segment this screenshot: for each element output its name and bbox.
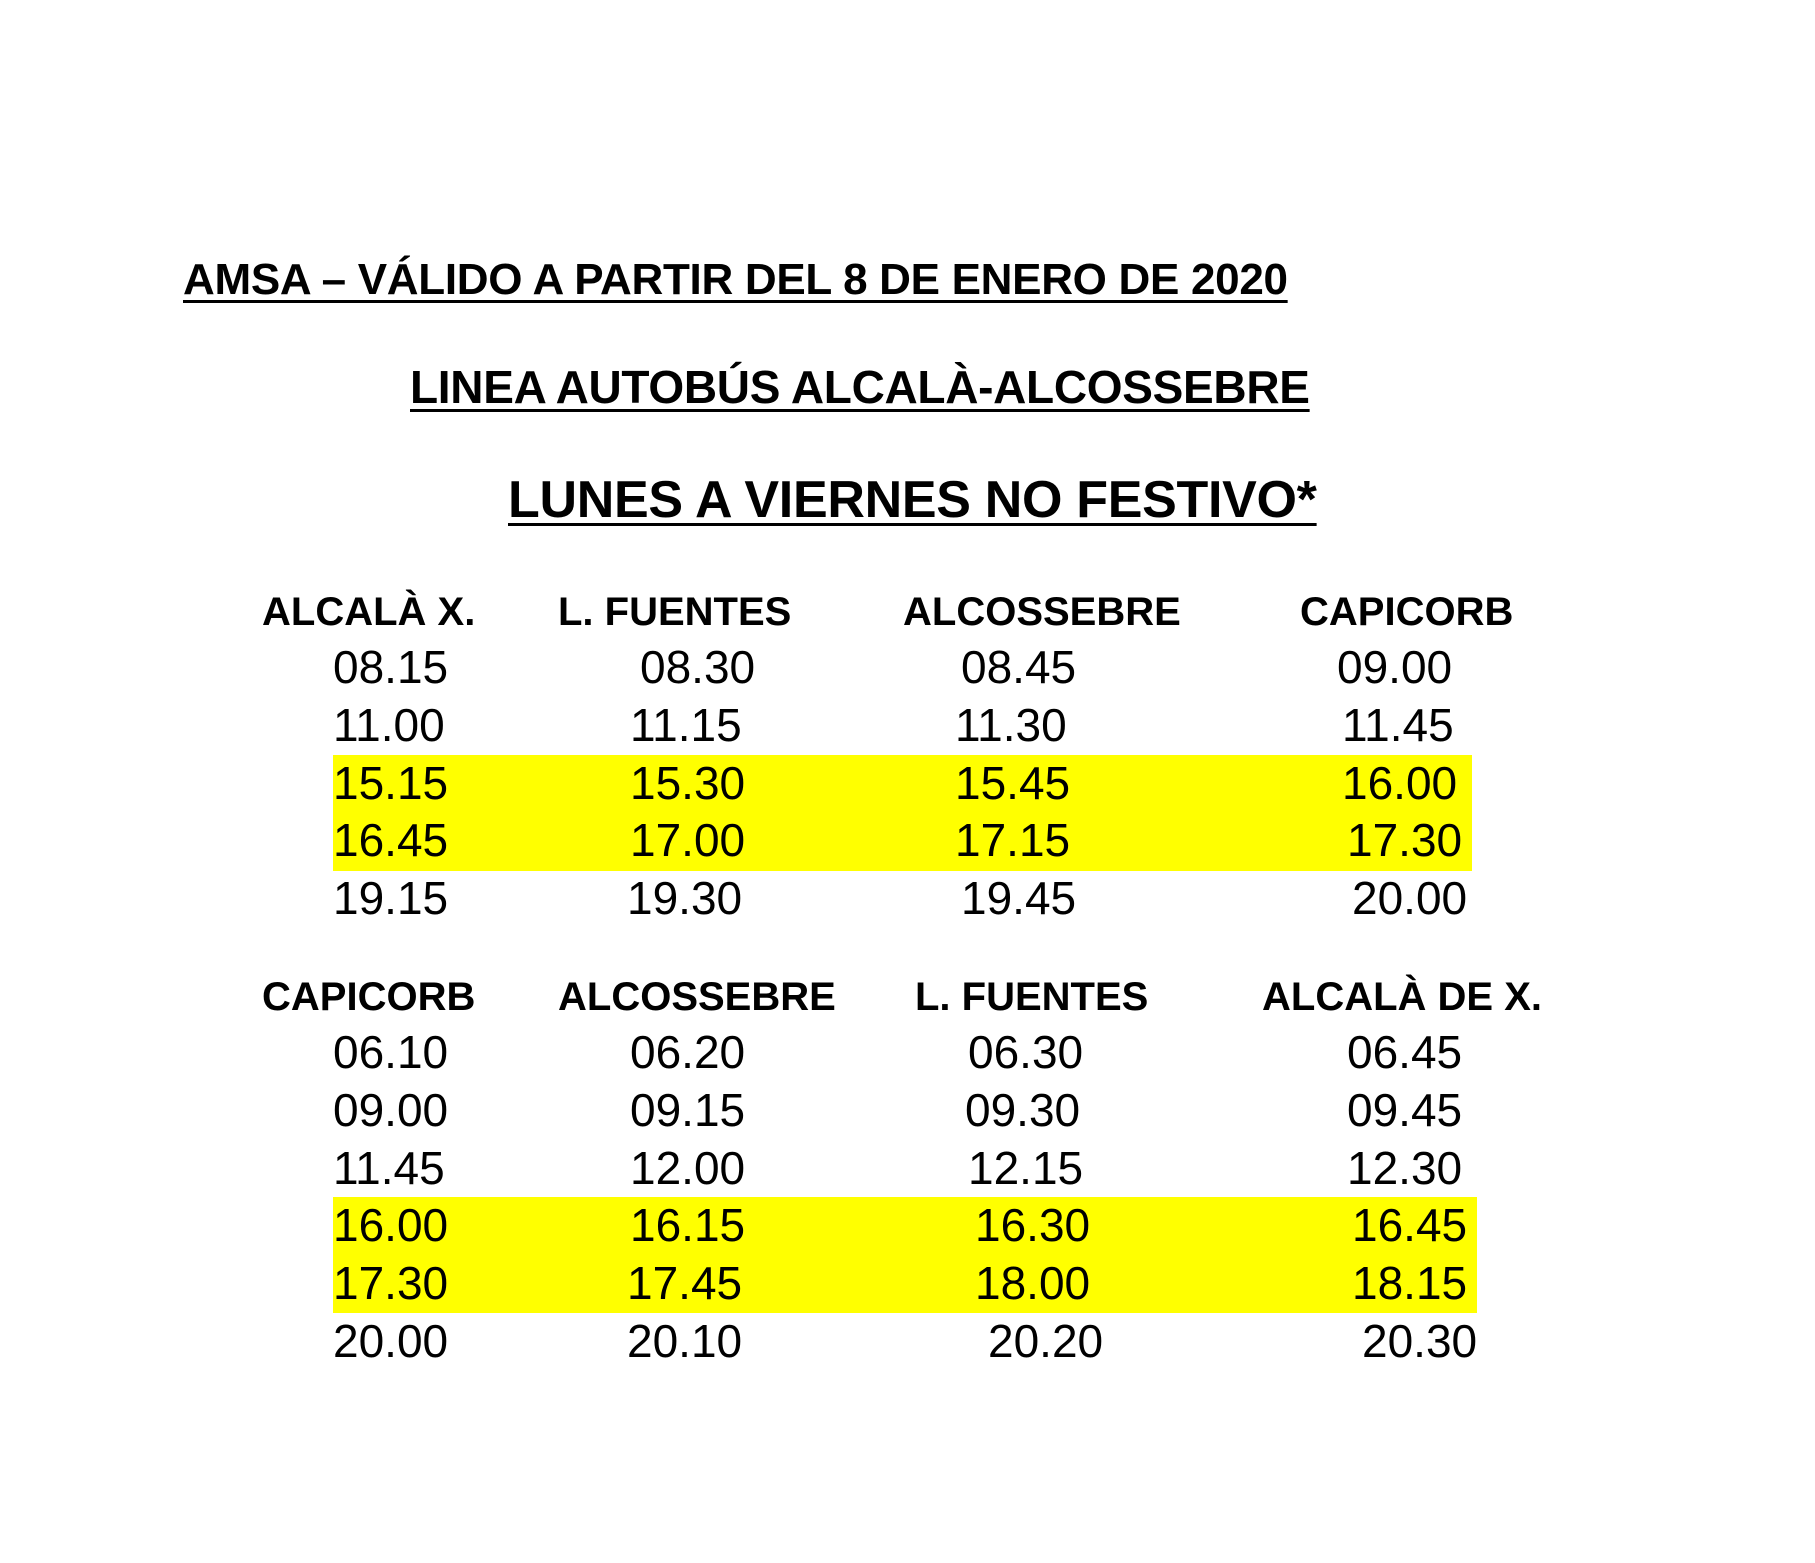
timetable-row [0, 811, 1815, 869]
departure-time: 12.15 [968, 1141, 1084, 1194]
timetable-row [0, 1254, 1815, 1312]
departure-time: 09.45 [1347, 1083, 1463, 1136]
departure-time: 11.15 [630, 698, 742, 751]
timetable-row [0, 638, 1815, 696]
departure-time: 18.00 [975, 1257, 1091, 1310]
departure-time: 16.00 [333, 1199, 449, 1252]
timetable-row [0, 1023, 1815, 1081]
departure-time: 17.30 [333, 1257, 449, 1310]
departure-time: 11.00 [333, 698, 445, 751]
document-title: AMSA – VÁLIDO A PARTIR DEL 8 DE ENERO DE 2020 [183, 255, 1288, 304]
departure-time: 11.30 [955, 698, 1067, 751]
stop-name-header: CAPICORB [262, 975, 476, 1019]
stop-name-header: ALCALÀ X. [262, 590, 476, 634]
departure-time: 19.15 [333, 872, 449, 925]
timetable-row [0, 869, 1815, 927]
departure-time: 17.00 [630, 814, 746, 867]
departure-time: 16.15 [630, 1199, 746, 1252]
departure-time: 06.10 [333, 1026, 449, 1078]
departure-time: 12.30 [1347, 1141, 1463, 1194]
departure-time: 17.45 [627, 1257, 743, 1310]
departure-time: 08.30 [640, 641, 756, 693]
departure-time: 20.00 [333, 1315, 449, 1367]
departure-time: 15.30 [630, 756, 746, 809]
departure-time: 16.30 [975, 1199, 1091, 1252]
departure-time: 15.45 [955, 756, 1071, 809]
departure-time: 08.15 [333, 641, 449, 693]
stop-name-header: L. FUENTES [915, 975, 1149, 1019]
departure-time: 20.30 [1362, 1315, 1478, 1367]
stop-name-header: L. FUENTES [558, 590, 792, 634]
departure-time: 12.00 [630, 1141, 746, 1194]
stop-header-row [0, 583, 1815, 641]
departure-time: 18.15 [1352, 1257, 1468, 1310]
departure-time: 20.00 [1352, 872, 1468, 925]
departure-time: 06.45 [1347, 1026, 1463, 1078]
departure-time: 09.15 [630, 1083, 746, 1136]
departure-time: 20.10 [627, 1315, 743, 1367]
departure-time: 16.00 [1342, 756, 1458, 809]
timetable-row [0, 1196, 1815, 1254]
stop-name-header: ALCOSSEBRE [903, 590, 1181, 634]
timetable-row [0, 754, 1815, 812]
departure-time: 17.15 [955, 814, 1071, 867]
timetable-row [0, 1312, 1815, 1370]
route-title: LINEA AUTOBÚS ALCALÀ-ALCOSSEBRE [410, 361, 1310, 413]
departure-time: 19.45 [961, 872, 1077, 925]
departure-time: 19.30 [627, 872, 743, 925]
timetable-row [0, 1139, 1815, 1197]
timetable-row [0, 1081, 1815, 1139]
stop-name-header: ALCALÀ DE X. [1262, 975, 1542, 1019]
departure-time: 09.00 [1337, 641, 1453, 693]
departure-time: 17.30 [1347, 814, 1463, 867]
departure-time: 06.20 [630, 1026, 746, 1078]
departure-time: 15.15 [333, 756, 449, 809]
stop-name-header: CAPICORB [1300, 590, 1514, 634]
departure-time: 08.45 [961, 641, 1077, 693]
schedule-days-title: LUNES A VIERNES NO FESTIVO* [508, 471, 1317, 529]
stop-header-row [0, 968, 1815, 1026]
departure-time: 16.45 [1352, 1199, 1468, 1252]
departure-time: 16.45 [333, 814, 449, 867]
departure-time: 09.30 [965, 1083, 1081, 1136]
departure-time: 11.45 [1342, 698, 1454, 751]
departure-time: 11.45 [333, 1141, 445, 1194]
departure-time: 09.00 [333, 1083, 449, 1136]
departure-time: 06.30 [968, 1026, 1084, 1078]
departure-time: 20.20 [988, 1315, 1104, 1367]
stop-name-header: ALCOSSEBRE [558, 975, 836, 1019]
timetable-row [0, 696, 1815, 754]
